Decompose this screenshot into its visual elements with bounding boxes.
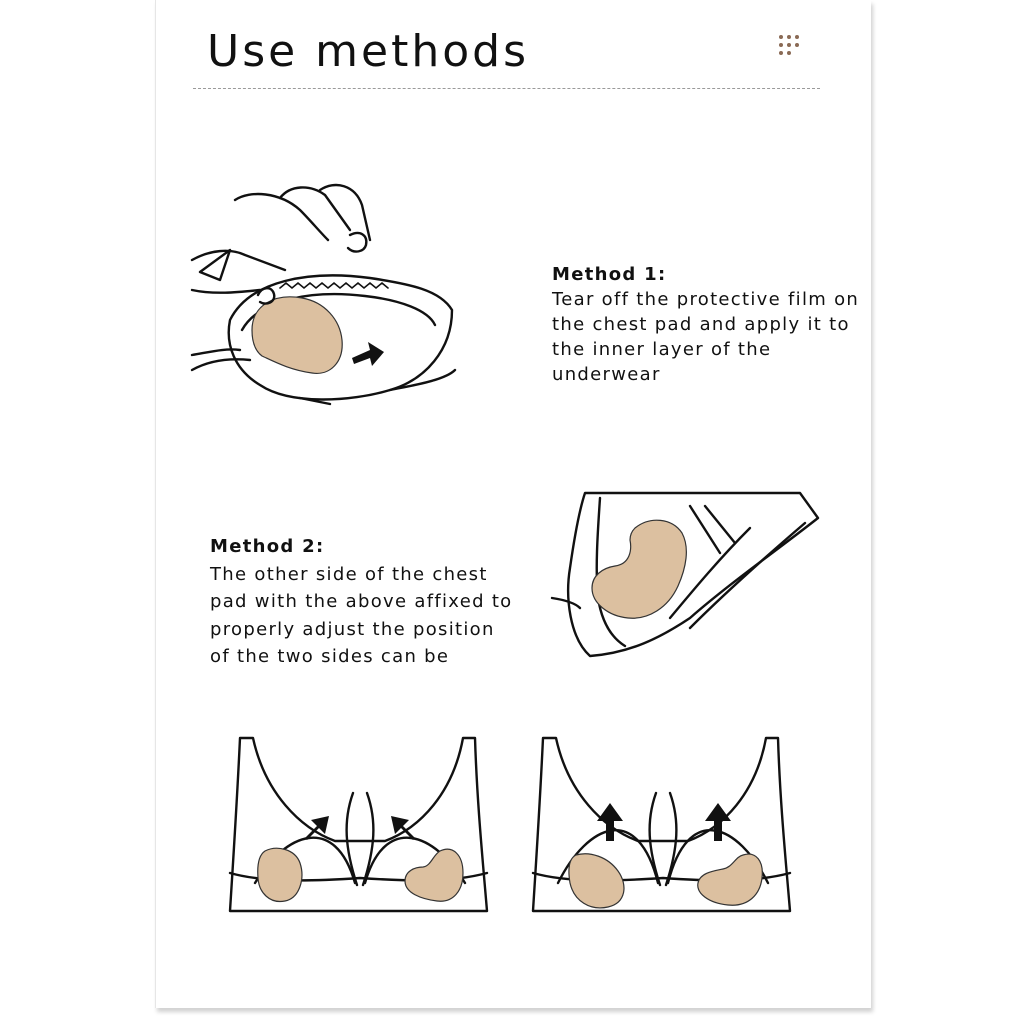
dot-grid-icon <box>778 34 804 64</box>
method1-illustration <box>190 180 460 414</box>
method2-block <box>210 533 520 671</box>
method1-text: Tear off the protective film on the chest pad and apply it to the inner layer of the underwear <box>552 289 860 385</box>
bra-illustration-right <box>528 733 798 922</box>
method2-text: The other side of the chest pad with the above affixed to properly adjust the position of the two sides can be <box>210 563 513 667</box>
method2-illustration <box>550 488 820 667</box>
title-divider <box>193 88 820 89</box>
method1-block <box>552 262 872 387</box>
page-title: Use methods <box>207 26 530 77</box>
method2-heading: Method 2: <box>210 536 325 557</box>
bra-illustration-left <box>225 733 495 922</box>
method1-heading: Method 1: <box>552 264 667 285</box>
